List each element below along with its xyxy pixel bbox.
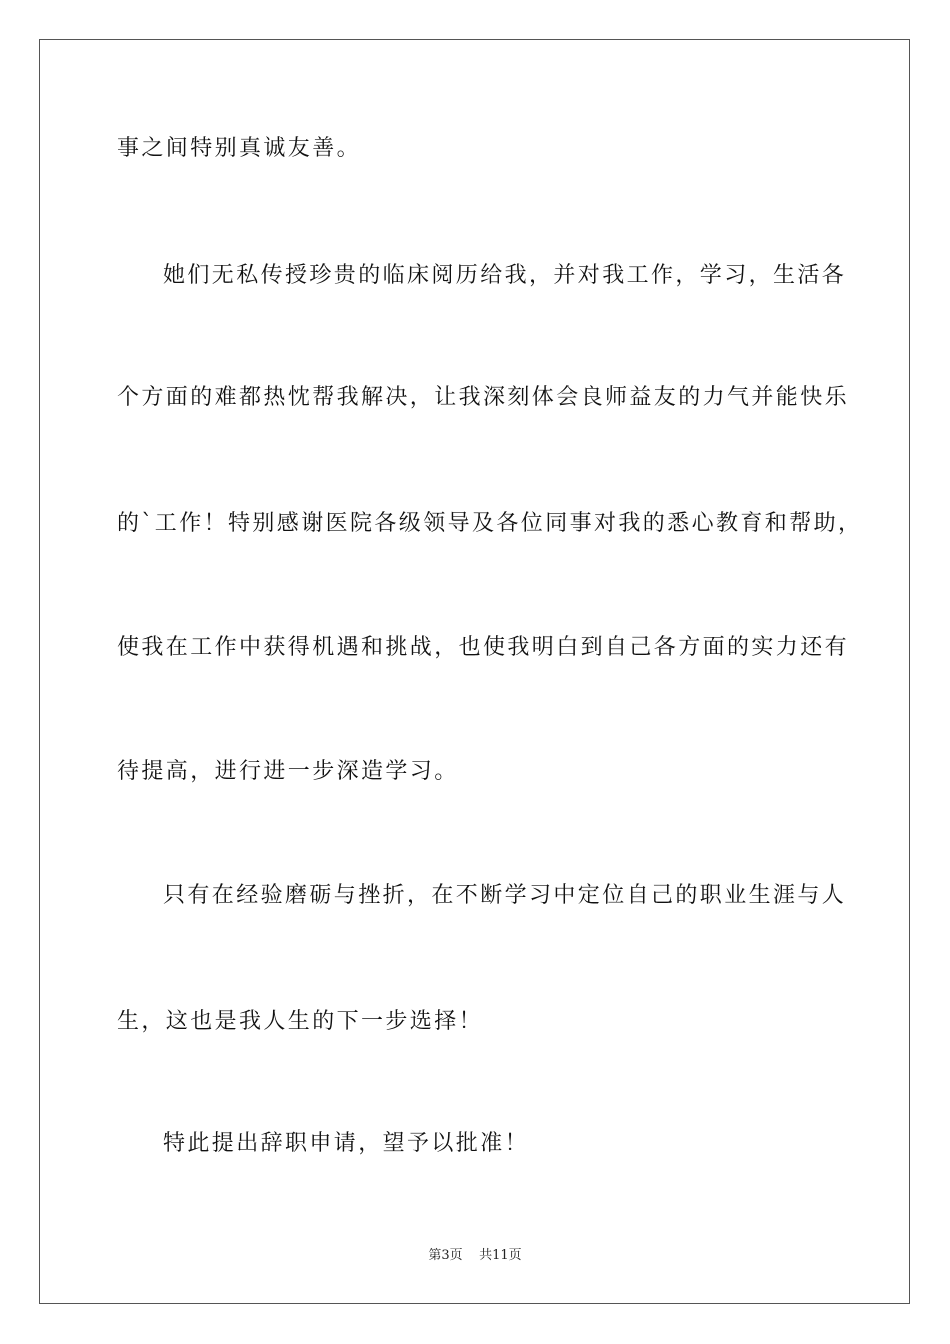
paragraph-line: 事之间特别真诚友善。 (117, 136, 362, 161)
page-number-footer: 第3页 共11页 (428, 1248, 522, 1263)
page-frame (39, 39, 910, 1304)
paragraph-line: 生，这也是我人生的下一步选择！ (117, 1009, 484, 1034)
paragraph-line: 特此提出辞职申请，望予以批准！ (163, 1131, 530, 1156)
paragraph-line: 只有在经验磨砺与挫折，在不断学习中定位自己的职业生涯与人 (163, 883, 847, 908)
paragraph-line: 使我在工作中获得机遇和挑战，也使我明白到自己各方面的实力还有 (117, 635, 850, 660)
paragraph-line: 她们无私传授珍贵的临床阅历给我，并对我工作，学习，生活各 (163, 263, 847, 288)
paragraph-line: 的`工作！特别感谢医院各级领导及各位同事对我的悉心教育和帮助， (117, 511, 863, 536)
paragraph-line: 个方面的难都热忱帮我解决，让我深刻体会良师益友的力气并能快乐 (117, 385, 850, 410)
paragraph-line: 待提高，进行进一步深造学习。 (117, 759, 459, 784)
